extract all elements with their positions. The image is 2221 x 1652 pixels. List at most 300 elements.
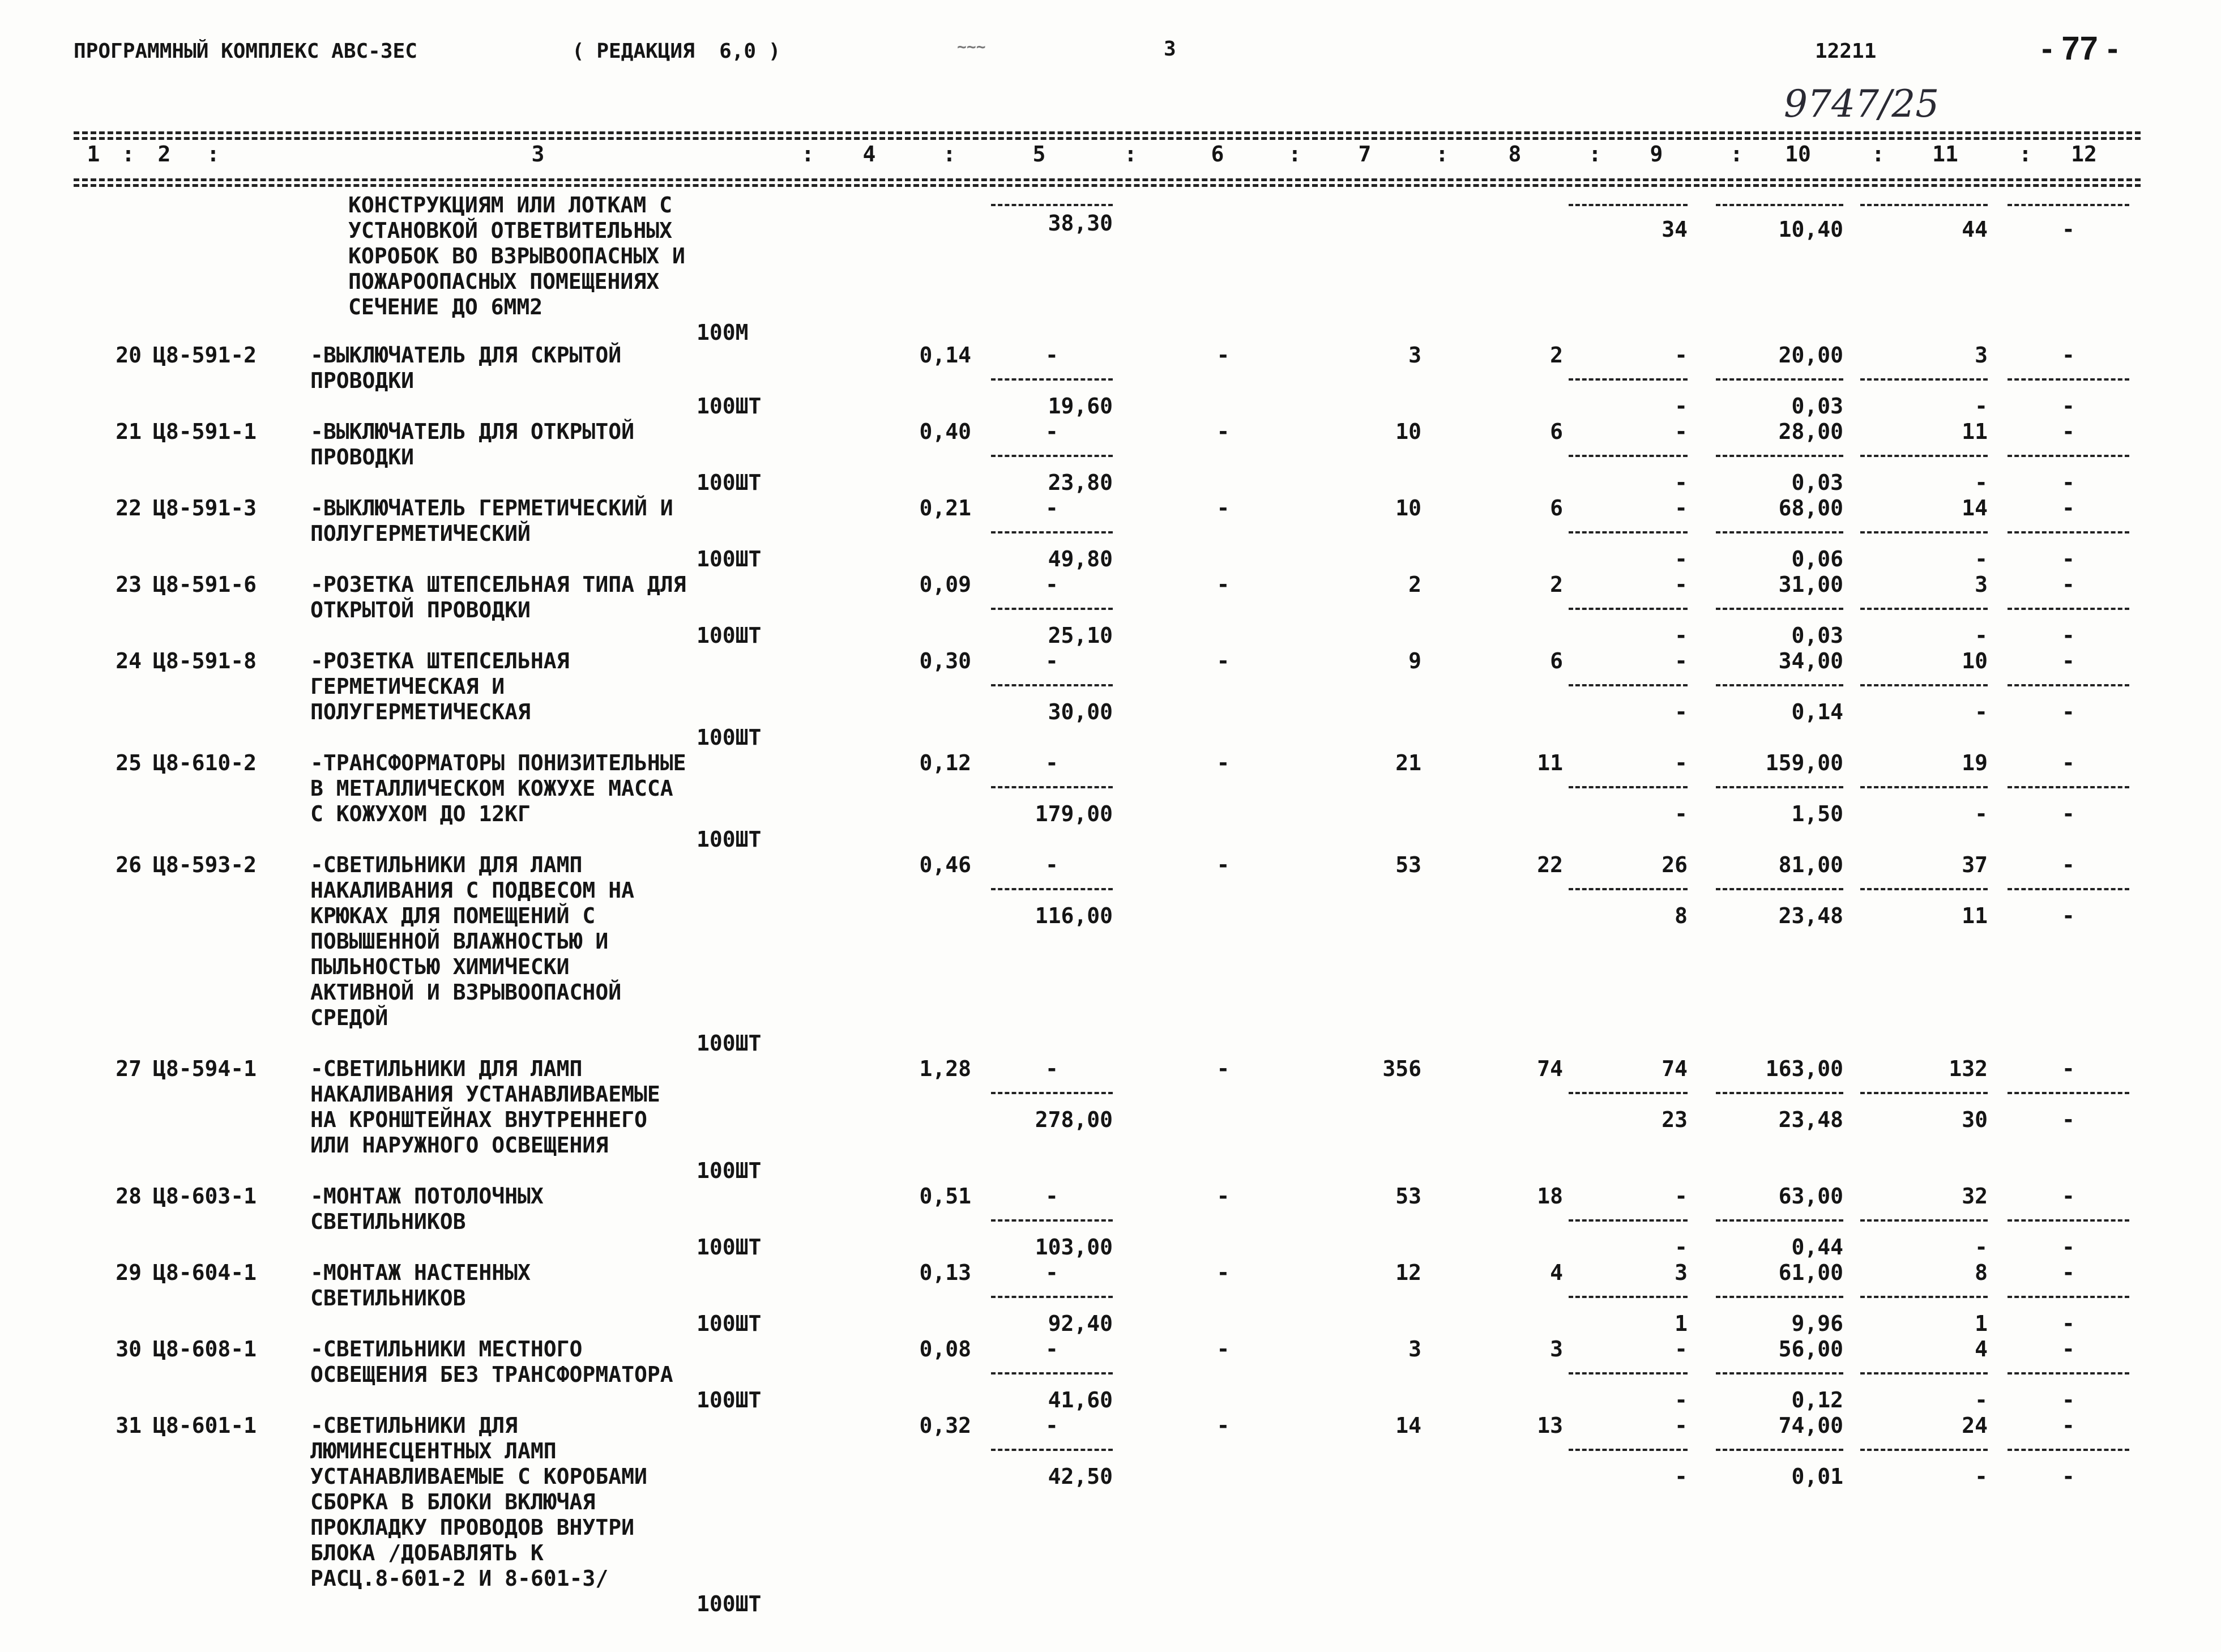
column-separator: : [801, 142, 814, 167]
row-c7: 53 [1395, 1184, 1421, 1209]
row-c11b: - [1975, 1235, 1988, 1260]
row-description: -ВЫКЛЮЧАТЕЛЬ ГЕРМЕТИЧЕСКИЙ И ПОЛУГЕРМЕТИЧЕСКИЙ [310, 496, 673, 546]
row-c9: 3 [1675, 1260, 1688, 1285]
row-c4: 0,21 [919, 496, 971, 520]
row-code: Ц8-601-1 [153, 1413, 257, 1438]
row-c6: - [1216, 496, 1230, 520]
column-header-3: 3 [531, 142, 545, 167]
row-c4: 0,32 [919, 1413, 971, 1438]
row-c4: 1,28 [919, 1056, 971, 1081]
intro-rule-c9 [1569, 204, 1688, 206]
row-c6: - [1216, 419, 1230, 444]
cell-rule [1716, 786, 1843, 788]
row-code: Ц8-608-1 [153, 1337, 257, 1361]
row-c11: 3 [1975, 572, 1988, 597]
cell-rule [1569, 1092, 1688, 1094]
cell-rule [991, 531, 1113, 533]
row-number: 23 [116, 572, 142, 597]
row-c9: - [1675, 1413, 1688, 1438]
row-c9b: - [1675, 547, 1688, 571]
cell-rule [1860, 684, 1988, 686]
row-c12: - [2062, 572, 2075, 597]
row-c5: - [1045, 1184, 1058, 1209]
cell-rule [2008, 1449, 2129, 1451]
row-c10b: 0,03 [1791, 623, 1843, 648]
cell-rule [1569, 608, 1688, 610]
row-c4: 0,14 [919, 343, 971, 368]
row-description: -СВЕТИЛЬНИКИ МЕСТНОГО ОСВЕЩЕНИЯ БЕЗ ТРАНСФОРМАТОРА [310, 1337, 673, 1387]
row-c11b: - [1975, 394, 1988, 419]
row-number: 20 [116, 343, 142, 368]
header-bottom-rule [74, 178, 2141, 181]
edition-label: ( РЕДАКЦИЯ 6,0 ) [572, 40, 781, 63]
column-header-5: 5 [1032, 142, 1046, 167]
row-c8: 11 [1537, 750, 1563, 775]
row-c8: 4 [1550, 1260, 1563, 1285]
intro-rule-c11 [1860, 204, 1988, 206]
row-c11b: 30 [1962, 1107, 1988, 1132]
row-c5b: 30,00 [1048, 699, 1113, 724]
row-number: 21 [116, 419, 142, 444]
row-c11b: - [1975, 547, 1988, 571]
column-separator: : [1436, 142, 1449, 167]
row-c12b: - [2062, 1311, 2075, 1336]
cell-rule [2008, 1092, 2129, 1094]
row-c5: - [1045, 419, 1058, 444]
row-unit: 100ШТ [697, 725, 762, 750]
row-c10b: 0,03 [1791, 470, 1843, 495]
row-c4: 0,51 [919, 1184, 971, 1209]
cell-rule [1569, 888, 1688, 890]
cell-rule [2008, 455, 2129, 457]
row-c11b: - [1975, 1464, 1988, 1489]
row-c5b: 23,80 [1048, 470, 1113, 495]
row-c7: 10 [1395, 419, 1421, 444]
row-code: Ц8-603-1 [153, 1184, 257, 1209]
row-c8: 18 [1537, 1184, 1563, 1209]
row-c9: 26 [1662, 852, 1688, 877]
column-header-12: 12 [2071, 142, 2097, 167]
intro-c10b: 10,40 [1778, 217, 1843, 242]
row-c4: 0,13 [919, 1260, 971, 1285]
row-c12b: - [2062, 470, 2075, 495]
row-c10: 81,00 [1778, 852, 1843, 877]
row-c9b: - [1675, 1388, 1688, 1412]
row-c12: - [2062, 419, 2075, 444]
row-c8: 3 [1550, 1337, 1563, 1361]
row-c4: 0,08 [919, 1337, 971, 1361]
row-c11: 4 [1975, 1337, 1988, 1361]
row-c12: - [2062, 1413, 2075, 1438]
cell-rule [1569, 378, 1688, 381]
row-c5: - [1045, 1413, 1058, 1438]
cell-rule [1716, 1372, 1843, 1374]
row-c11: 37 [1962, 852, 1988, 877]
row-number: 28 [116, 1184, 142, 1209]
row-c10: 34,00 [1778, 648, 1843, 673]
row-code: Ц8-591-3 [153, 496, 257, 520]
cell-rule [991, 1092, 1113, 1094]
row-c4: 0,46 [919, 852, 971, 877]
row-c9b: - [1675, 801, 1688, 826]
row-c12b: - [2062, 903, 2075, 928]
cell-rule [2008, 888, 2129, 890]
row-c5b: 49,80 [1048, 547, 1113, 571]
cell-rule [1716, 1092, 1843, 1094]
handwritten-sheet-number: 9747/25 [1784, 82, 1940, 126]
row-c9b: - [1675, 1464, 1688, 1489]
row-unit: 100ШТ [697, 1311, 762, 1336]
row-c8: 6 [1550, 648, 1563, 673]
column-separator: : [1124, 142, 1137, 167]
column-separator: : [207, 142, 220, 167]
row-c12: - [2062, 1260, 2075, 1285]
row-c7: 12 [1395, 1260, 1421, 1285]
row-c9: - [1675, 750, 1688, 775]
row-c10b: 23,48 [1778, 903, 1843, 928]
cell-rule [2008, 378, 2129, 381]
row-c10: 31,00 [1778, 572, 1843, 597]
cell-rule [1569, 455, 1688, 457]
row-c11: 24 [1962, 1413, 1988, 1438]
row-unit: 100ШТ [697, 394, 762, 419]
row-c10b: 0,06 [1791, 547, 1843, 571]
row-c9: - [1675, 419, 1688, 444]
header-bottom-rule-2 [74, 184, 2141, 187]
cell-rule [991, 1296, 1113, 1298]
cell-rule [1860, 1219, 1988, 1222]
row-code: Ц8-591-6 [153, 572, 257, 597]
cell-rule [1569, 786, 1688, 788]
cell-rule [1716, 888, 1843, 890]
cell-rule [991, 786, 1113, 788]
cell-rule [1716, 455, 1843, 457]
column-separator: : [2019, 142, 2032, 167]
row-c7: 356 [1382, 1056, 1421, 1081]
row-c5: - [1045, 343, 1058, 368]
row-c12b: - [2062, 1107, 2075, 1132]
row-unit: 100ШТ [697, 623, 762, 648]
row-c10b: 0,12 [1791, 1388, 1843, 1412]
row-c5: - [1045, 648, 1058, 673]
row-c12: - [2062, 1184, 2075, 1209]
row-description: -ВЫКЛЮЧАТЕЛЬ ДЛЯ ОТКРЫТОЙ ПРОВОДКИ [310, 419, 634, 469]
column-separator: : [1730, 142, 1743, 167]
row-c9: - [1675, 496, 1688, 520]
row-c11b: - [1975, 1388, 1988, 1412]
column-header-8: 8 [1508, 142, 1522, 167]
row-description: -МОНТАЖ НАСТЕННЫХ СВЕТИЛЬНИКОВ [310, 1260, 531, 1310]
row-c5: - [1045, 1056, 1058, 1081]
row-c9b: 1 [1675, 1311, 1688, 1336]
row-c12: - [2062, 648, 2075, 673]
row-c5b: 25,10 [1048, 623, 1113, 648]
row-number: 25 [116, 750, 142, 775]
cell-rule [1716, 1296, 1843, 1298]
row-c5: - [1045, 496, 1058, 520]
row-c5b: 179,00 [1035, 801, 1113, 826]
row-c11b: 11 [1962, 903, 1988, 928]
column-header-9: 9 [1650, 142, 1663, 167]
row-c11: 19 [1962, 750, 1988, 775]
cell-rule [2008, 531, 2129, 533]
row-c11b: - [1975, 801, 1988, 826]
row-c11: 32 [1962, 1184, 1988, 1209]
row-c9: - [1675, 648, 1688, 673]
row-c5: - [1045, 1337, 1058, 1361]
cell-rule [1716, 1449, 1843, 1451]
row-description: -РОЗЕТКА ШТЕПСЕЛЬНАЯ ТИПА ДЛЯ ОТКРЫТОЙ ПРОВОДКИ [310, 572, 686, 622]
row-c8: 6 [1550, 496, 1563, 520]
document-code: 12211 [1815, 40, 1877, 63]
row-c9: 74 [1662, 1056, 1688, 1081]
row-c6: - [1216, 1056, 1230, 1081]
column-header-2: 2 [157, 142, 171, 167]
row-c4: 0,40 [919, 419, 971, 444]
row-unit: 100ШТ [697, 827, 762, 852]
row-code: Ц8-604-1 [153, 1260, 257, 1285]
row-c10: 63,00 [1778, 1184, 1843, 1209]
column-header-11: 11 [1932, 142, 1958, 167]
section-number: 3 [1164, 37, 1176, 61]
row-unit: 100ШТ [697, 1591, 762, 1616]
row-c6: - [1216, 1260, 1230, 1285]
row-c10b: 9,96 [1791, 1311, 1843, 1336]
column-separator: : [1288, 142, 1301, 167]
row-c8: 22 [1537, 852, 1563, 877]
row-c7: 53 [1395, 852, 1421, 877]
row-c8: 2 [1550, 343, 1563, 368]
row-c11: 8 [1975, 1260, 1988, 1285]
intro-unit: 100М [697, 320, 749, 345]
column-header-7: 7 [1358, 142, 1372, 167]
cell-rule [1860, 608, 1988, 610]
cell-rule [1716, 1219, 1843, 1222]
cell-rule [2008, 1219, 2129, 1222]
cell-rule [991, 455, 1113, 457]
intro-rule-c12 [2008, 204, 2129, 206]
row-unit: 100ШТ [697, 470, 762, 495]
program-title: ПРОГРАММНЫЙ КОМПЛЕКС АВС-3ЕС [74, 40, 417, 63]
row-c7: 2 [1408, 572, 1421, 597]
row-c4: 0,09 [919, 572, 971, 597]
cell-rule [1716, 608, 1843, 610]
intro-c11b: 44 [1962, 217, 1988, 242]
row-c11: 3 [1975, 343, 1988, 368]
row-c9: - [1675, 572, 1688, 597]
row-c12: - [2062, 343, 2075, 368]
row-c12b: - [2062, 394, 2075, 419]
row-c6: - [1216, 572, 1230, 597]
row-c10b: 0,44 [1791, 1235, 1843, 1260]
cell-rule [991, 1219, 1113, 1222]
row-c8: 74 [1537, 1056, 1563, 1081]
row-c11b: - [1975, 470, 1988, 495]
row-c10: 61,00 [1778, 1260, 1843, 1285]
row-c9b: - [1675, 1235, 1688, 1260]
row-number: 24 [116, 648, 142, 673]
page-number: - 77 - [2041, 30, 2119, 67]
row-code: Ц8-610-2 [153, 750, 257, 775]
column-separator: : [943, 142, 956, 167]
smudge-mark: ~~~ [957, 37, 986, 56]
row-c5: - [1045, 852, 1058, 877]
row-c10: 28,00 [1778, 419, 1843, 444]
row-c12b: - [2062, 699, 2075, 724]
row-c10b: 23,48 [1778, 1107, 1843, 1132]
row-c11: 10 [1962, 648, 1988, 673]
row-c11: 11 [1962, 419, 1988, 444]
header-top-rule-2 [74, 137, 2141, 140]
row-c12b: - [2062, 1388, 2075, 1412]
cell-rule [1716, 531, 1843, 533]
cell-rule [1860, 888, 1988, 890]
cell-rule [991, 684, 1113, 686]
row-c4: 0,30 [919, 648, 971, 673]
row-c9b: - [1675, 470, 1688, 495]
row-c9b: 23 [1662, 1107, 1688, 1132]
row-c5b: 41,60 [1048, 1388, 1113, 1412]
cell-rule [1569, 531, 1688, 533]
row-c10: 163,00 [1765, 1056, 1843, 1081]
cell-rule [2008, 1372, 2129, 1374]
column-header-6: 6 [1211, 142, 1224, 167]
header-top-rule [74, 131, 2141, 134]
row-code: Ц8-591-1 [153, 419, 257, 444]
row-c10: 20,00 [1778, 343, 1843, 368]
row-description: -ВЫКЛЮЧАТЕЛЬ ДЛЯ СКРЫТОЙ ПРОВОДКИ [310, 343, 622, 393]
row-c7: 3 [1408, 1337, 1421, 1361]
row-c12: - [2062, 1056, 2075, 1081]
row-description: -СВЕТИЛЬНИКИ ДЛЯ ЛЮМИНЕСЦЕНТНЫХ ЛАМП УСТАНАВЛИВАЕМЫЕ С КОРОБАМИ СБОРКА В БЛОКИ ВКЛЮЧАЯ ПРОКЛАДКУ ПРОВОДОВ ВНУТРИ БЛОКА /ДОБАВЛЯТЬ К РАСЦ.8-601-2 И 8-601-3/ [310, 1413, 647, 1591]
row-c10: 68,00 [1778, 496, 1843, 520]
row-c11: 132 [1949, 1056, 1988, 1081]
row-c10b: 0,03 [1791, 394, 1843, 419]
row-c10: 74,00 [1778, 1413, 1843, 1438]
row-c9: - [1675, 343, 1688, 368]
cell-rule [2008, 1296, 2129, 1298]
row-c6: - [1216, 1337, 1230, 1361]
cell-rule [1569, 1296, 1688, 1298]
cell-rule [1569, 684, 1688, 686]
cell-rule [2008, 684, 2129, 686]
row-c11b: 1 [1975, 1311, 1988, 1336]
row-description: -РОЗЕТКА ШТЕПСЕЛЬНАЯ ГЕРМЕТИЧЕСКАЯ И ПОЛУГЕРМЕТИЧЕСКАЯ [310, 648, 570, 724]
row-c7: 21 [1395, 750, 1421, 775]
row-c10: 56,00 [1778, 1337, 1843, 1361]
row-unit: 100ШТ [697, 547, 762, 571]
intro-rule-c5 [991, 204, 1113, 206]
row-c11b: - [1975, 623, 1988, 648]
row-number: 30 [116, 1337, 142, 1361]
row-c5b: 19,60 [1048, 394, 1113, 419]
row-c12b: - [2062, 1235, 2075, 1260]
column-header-4: 4 [862, 142, 876, 167]
cell-rule [1860, 1296, 1988, 1298]
row-c12b: - [2062, 623, 2075, 648]
intro-description: КОНСТРУКЦИЯМ ИЛИ ЛОТКАМ С УСТАНОВКОЙ ОТВЕТВИТЕЛЬНЫХ КОРОБОК ВО ВЗРЫВООПАСНЫХ И ПОЖАРООПАСНЫХ ПОМЕЩЕНИЯХ СЕЧЕНИЕ ДО 6ММ2 [348, 193, 685, 319]
row-code: Ц8-594-1 [153, 1056, 257, 1081]
intro-c9b: 34 [1662, 217, 1688, 242]
cell-rule [1860, 455, 1988, 457]
row-c6: - [1216, 1413, 1230, 1438]
row-c6: - [1216, 852, 1230, 877]
row-c5b: 116,00 [1035, 903, 1113, 928]
row-c6: - [1216, 343, 1230, 368]
cell-rule [1716, 684, 1843, 686]
row-c12b: - [2062, 801, 2075, 826]
cell-rule [1860, 1092, 1988, 1094]
row-c6: - [1216, 648, 1230, 673]
row-number: 27 [116, 1056, 142, 1081]
column-separator: : [122, 142, 135, 167]
row-c9b: - [1675, 699, 1688, 724]
cell-rule [991, 1372, 1113, 1374]
row-c10: 159,00 [1765, 750, 1843, 775]
row-c7: 10 [1395, 496, 1421, 520]
row-c9: - [1675, 1184, 1688, 1209]
row-c12b: - [2062, 547, 2075, 571]
row-c5b: 278,00 [1035, 1107, 1113, 1132]
column-header-10: 10 [1785, 142, 1811, 167]
cell-rule [1716, 378, 1843, 381]
row-c12: - [2062, 852, 2075, 877]
row-c9b: - [1675, 623, 1688, 648]
column-separator: : [1588, 142, 1601, 167]
row-c5: - [1045, 1260, 1058, 1285]
cell-rule [1569, 1219, 1688, 1222]
cell-rule [1860, 1449, 1988, 1451]
row-c7: 3 [1408, 343, 1421, 368]
row-description: -МОНТАЖ ПОТОЛОЧНЫХ СВЕТИЛЬНИКОВ [310, 1184, 544, 1234]
cell-rule [1569, 1449, 1688, 1451]
row-code: Ц8-591-8 [153, 648, 257, 673]
intro-c12b: - [2062, 217, 2075, 242]
row-c9: - [1675, 1337, 1688, 1361]
row-unit: 100ШТ [697, 1235, 762, 1260]
cell-rule [991, 608, 1113, 610]
cell-rule [1860, 378, 1988, 381]
row-c4: 0,12 [919, 750, 971, 775]
cell-rule [1860, 1372, 1988, 1374]
row-c5b: 42,50 [1048, 1464, 1113, 1489]
cell-rule [991, 378, 1113, 381]
cell-rule [1860, 531, 1988, 533]
row-c5b: 92,40 [1048, 1311, 1113, 1336]
row-code: Ц8-591-2 [153, 343, 257, 368]
column-separator: : [1872, 142, 1885, 167]
row-c10b: 0,14 [1791, 699, 1843, 724]
row-unit: 100ШТ [697, 1158, 762, 1183]
row-c12: - [2062, 750, 2075, 775]
cell-rule [991, 1449, 1113, 1451]
row-c8: 13 [1537, 1413, 1563, 1438]
row-c5b: 103,00 [1035, 1235, 1113, 1260]
row-c8: 2 [1550, 572, 1563, 597]
row-c9b: - [1675, 394, 1688, 419]
intro-c5b: 38,30 [1048, 211, 1113, 236]
row-c11b: - [1975, 699, 1988, 724]
row-description: -СВЕТИЛЬНИКИ ДЛЯ ЛАМП НАКАЛИВАНИЯ УСТАНАВЛИВАЕМЫЕ НА КРОНШТЕЙНАХ ВНУТРЕННЕГО ИЛИ НАРУЖНОГО ОСВЕЩЕНИЯ [310, 1056, 660, 1158]
row-c11: 14 [1962, 496, 1988, 520]
cell-rule [1569, 1372, 1688, 1374]
row-c12b: - [2062, 1464, 2075, 1489]
row-c7: 9 [1408, 648, 1421, 673]
row-c8: 6 [1550, 419, 1563, 444]
row-description: -СВЕТИЛЬНИКИ ДЛЯ ЛАМП НАКАЛИВАНИЯ С ПОДВЕСОМ НА КРЮКАХ ДЛЯ ПОМЕЩЕНИЙ С ПОВЫШЕННОЙ ВЛАЖНОСТЬЮ И ПЫЛЬНОСТЬЮ ХИМИЧЕСКИ АКТИВНОЙ И ВЗРЫВООПАСНОЙ СРЕДОЙ [310, 852, 634, 1030]
row-c5: - [1045, 572, 1058, 597]
row-c12: - [2062, 1337, 2075, 1361]
